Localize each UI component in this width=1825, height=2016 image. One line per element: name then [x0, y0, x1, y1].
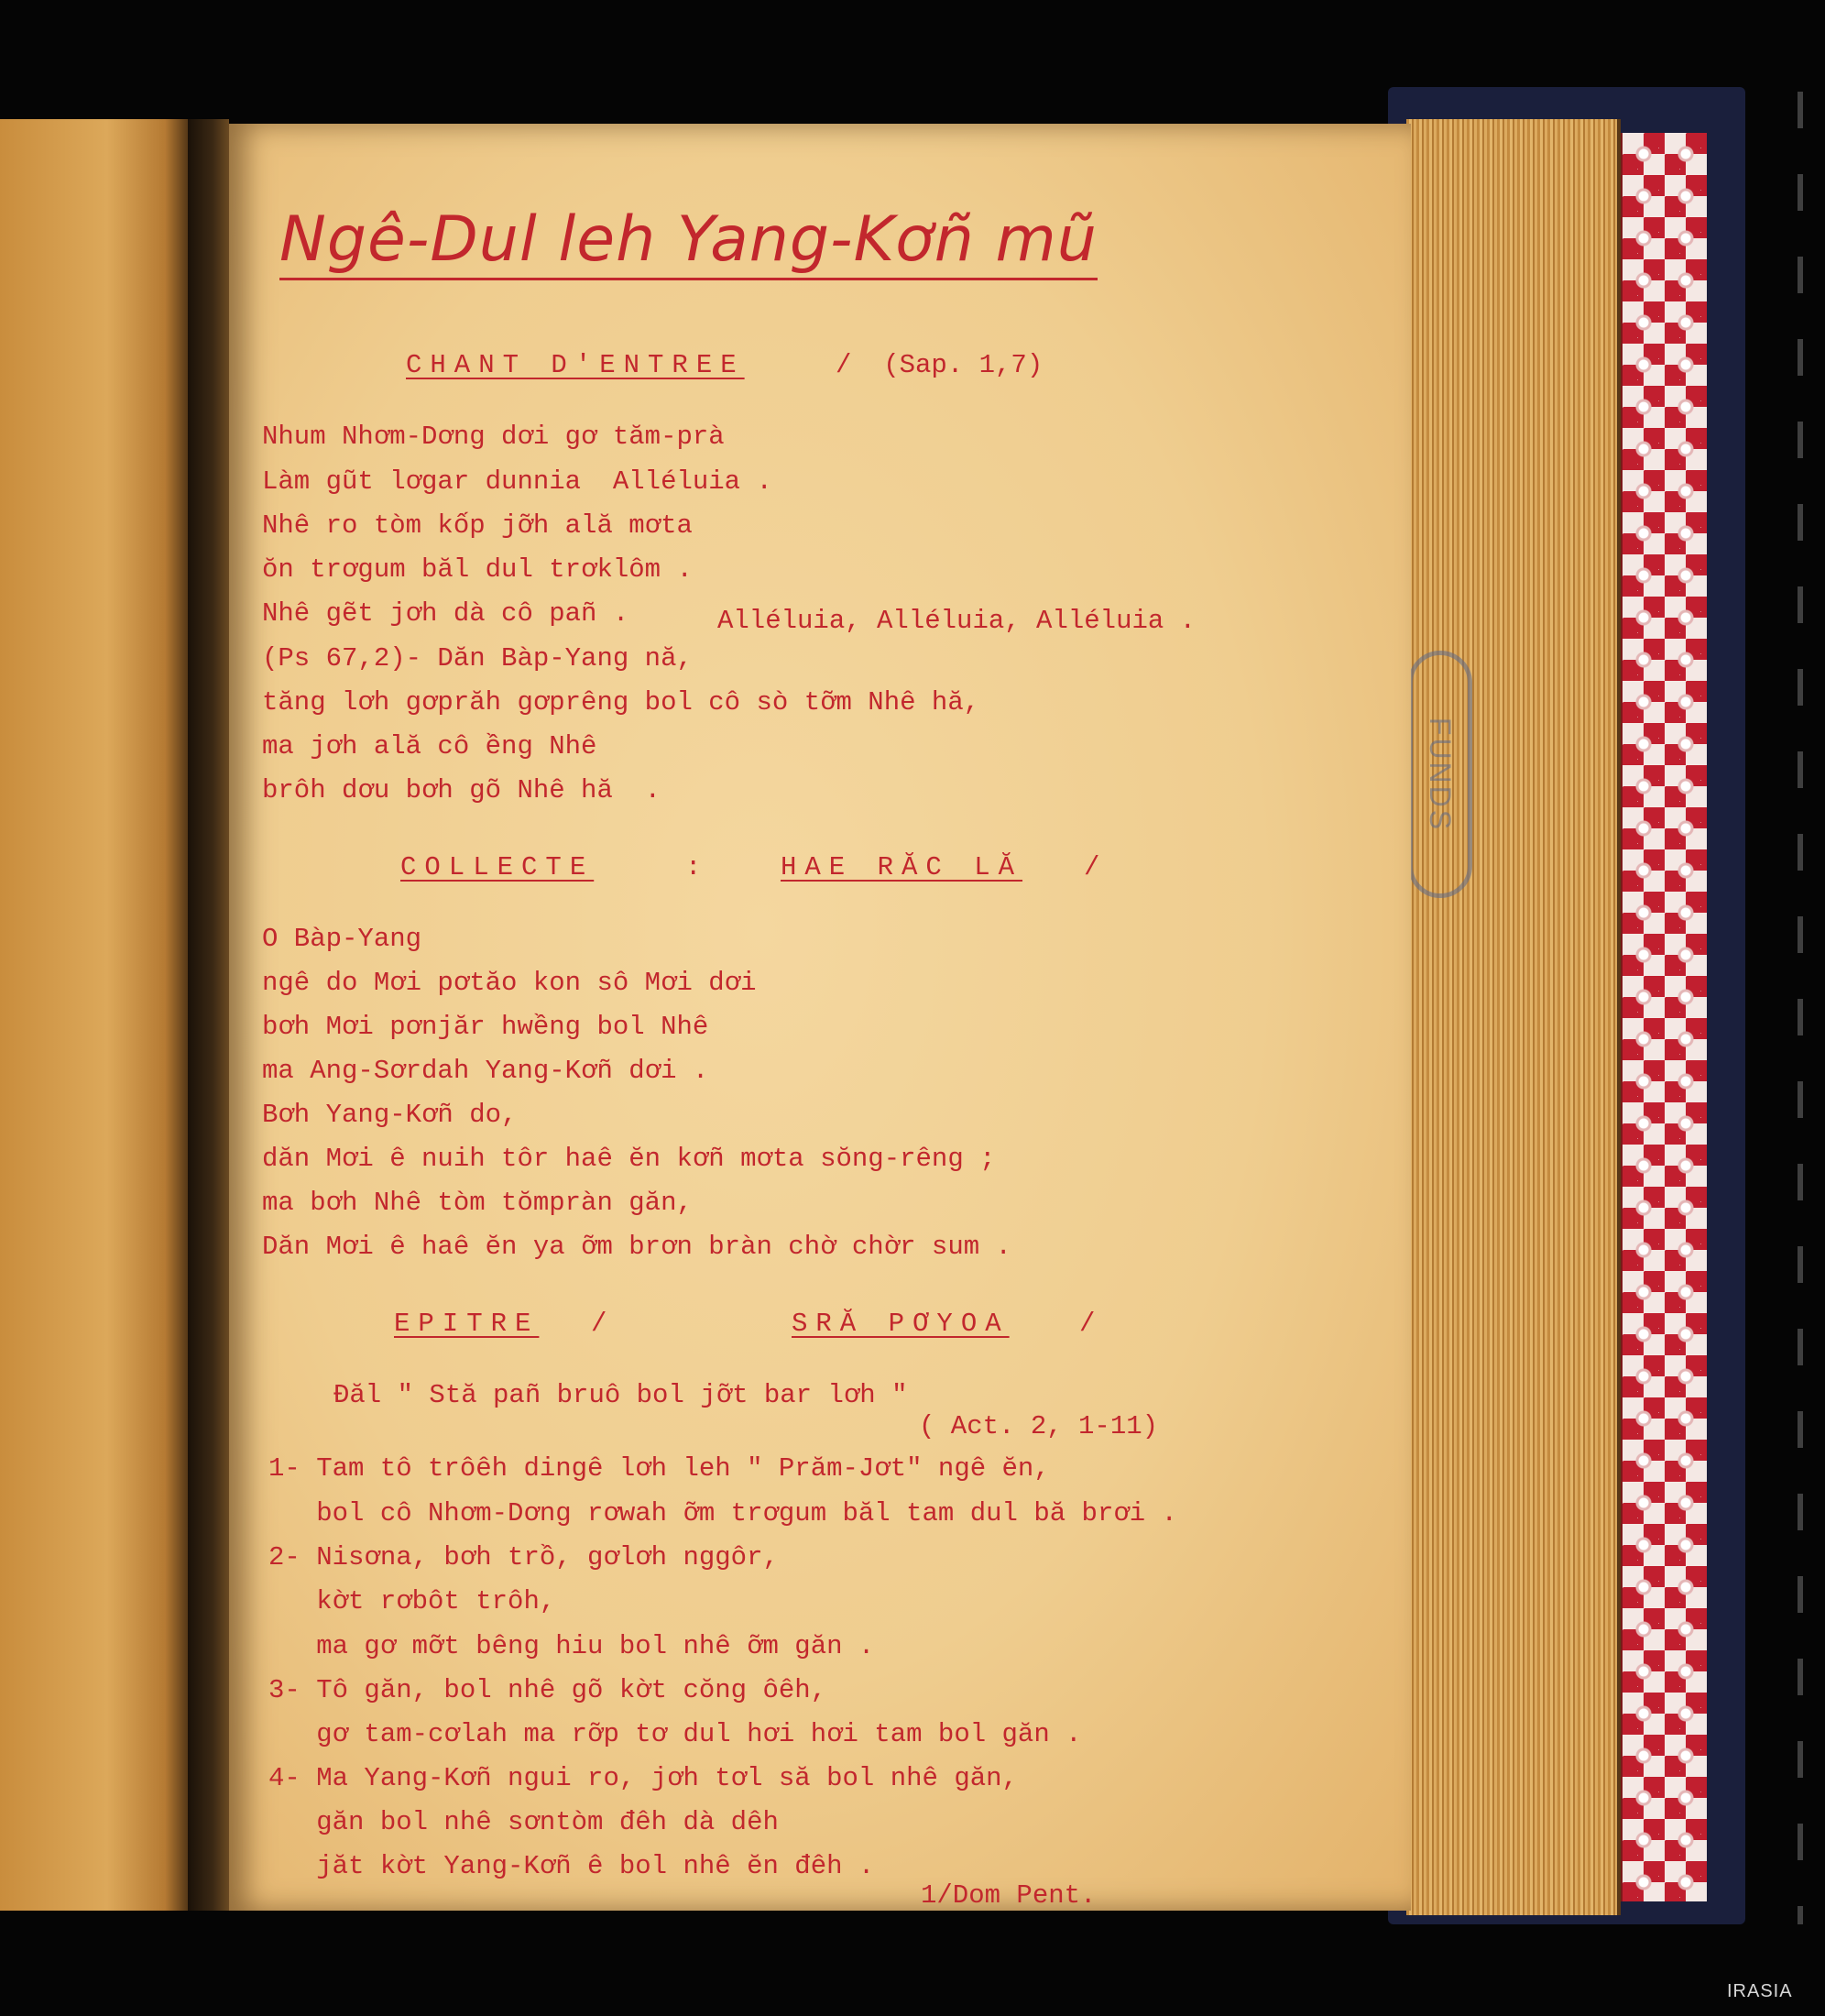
- entree-line: brôh dơu bơh gõ Nhê hă .: [262, 775, 661, 805]
- epitre-line: 2- Nisơna, bơh trồ, gơlơh nggôr,: [268, 1542, 779, 1572]
- signature: 1/Dom Pent.: [921, 1880, 1097, 1911]
- epitre-line: 1- Tam tô trôêh dingê lơh leh " Prăm-Jơt" ngê ĕn,: [268, 1453, 1050, 1484]
- left-page: [0, 119, 194, 1911]
- epitre-heading-2: SRĂ PƠYOA: [792, 1309, 1010, 1339]
- epitre-slash-2: /: [1079, 1309, 1096, 1339]
- entree-line: Nhê ro tòm kốp jỡh ală mơta: [262, 510, 693, 541]
- entree-line: ma jơh ală cô ềng Nhê: [262, 731, 597, 761]
- epitre-line: jăt kờt Yang-Kơñ ê bol nhê ĕn đêh .: [268, 1851, 875, 1881]
- scan-edge-marks: [1798, 92, 1803, 1924]
- collecte-line: ma bơh Nhê tòm tŏmpràn găn,: [262, 1188, 693, 1218]
- epitre-line: 3- Tô găn, bol nhê gõ kờt cŏng ôêh,: [268, 1675, 827, 1705]
- epitre-line: ma gơ mỡt bêng hiu bol nhê ỡm găn .: [268, 1631, 875, 1661]
- collecte-line: Dăn Mơi ê haê ĕn ya ỡm brơn bràn chờ chờr sum .: [262, 1232, 1011, 1262]
- page-title: Ngê-Dul leh Yang-Kơñ mũ: [279, 203, 1098, 280]
- collecte-colon: :: [685, 852, 702, 882]
- epitre-reference: ( Act. 2, 1-11): [919, 1411, 1159, 1441]
- page-edges: [1406, 119, 1621, 1915]
- collecte-line: bơh Mơi pơnjăr hwềng bol Nhê: [262, 1012, 709, 1042]
- entree-heading: CHANT D'ENTREE: [406, 350, 745, 380]
- book-gutter: [188, 119, 229, 1911]
- entree-line: (Ps 67,2)- Dăn Bàp-Yang nă,: [262, 643, 693, 674]
- epitre-line: kờt rơbôt trôh,: [268, 1586, 556, 1616]
- entree-line: Nhê gẽt jơh dà cô pañ .: [262, 598, 629, 629]
- collecte-slash: /: [1084, 852, 1100, 882]
- entree-ref: / (Sap. 1,7): [836, 350, 1044, 380]
- collecte-line: O Bàp-Yang: [262, 924, 422, 954]
- entree-line: Làm gũt lơgar dunnia Alléluia .: [262, 466, 772, 497]
- collecte-line: Bơh Yang-Kơñ do,: [262, 1100, 518, 1130]
- collecte-line: ma Ang-Sơrdah Yang-Kơñ dơi .: [262, 1056, 709, 1086]
- epitre-line: gơ tam-cơlah ma rỡp tơ dul hơi hơi tam bol găn .: [268, 1719, 1082, 1749]
- epitre-intro: Đăl " Stă pañ bruô bol jỡt bar lơh ": [333, 1380, 908, 1410]
- watermark: IRASIA: [1727, 1981, 1793, 2001]
- library-stamp: FUNDS: [1408, 651, 1472, 898]
- epitre-line: bol cô Nhơm-Dơng rơwah ỡm trơgum băl tam dul bă brơi .: [268, 1498, 1177, 1528]
- entree-line: tăng lơh gơprăh gơprêng bol cô sò tỡm Nhê hă,: [262, 687, 980, 718]
- collecte-line: dăn Mơi ê nuih tôr haê ĕn kơñ mơta sŏng-rêng ;: [262, 1144, 996, 1174]
- epitre-slash: /: [591, 1309, 607, 1339]
- collecte-line: ngê do Mơi pơtăo kon sô Mơi dơi: [262, 968, 757, 998]
- epitre-line: 4- Ma Yang-Kơñ ngui ro, jơh tơl să bol nhê găn,: [268, 1763, 1018, 1793]
- decorative-spine: [1620, 133, 1707, 1901]
- epitre-line: găn bol nhê sơntòm đêh dà dêh: [268, 1807, 779, 1837]
- entree-line: ŏn trơgum băl dul trơklôm .: [262, 554, 693, 585]
- entree-line: Nhum Nhơm-Dơng dơi gơ tăm-prà: [262, 422, 725, 452]
- alleluia-line: Alléluia, Alléluia, Alléluia .: [717, 606, 1197, 636]
- epitre-heading: EPITRE: [394, 1309, 540, 1339]
- collecte-heading: COLLECTE: [400, 852, 595, 882]
- collecte-heading-2: HAE RĂC LĂ: [781, 852, 1023, 882]
